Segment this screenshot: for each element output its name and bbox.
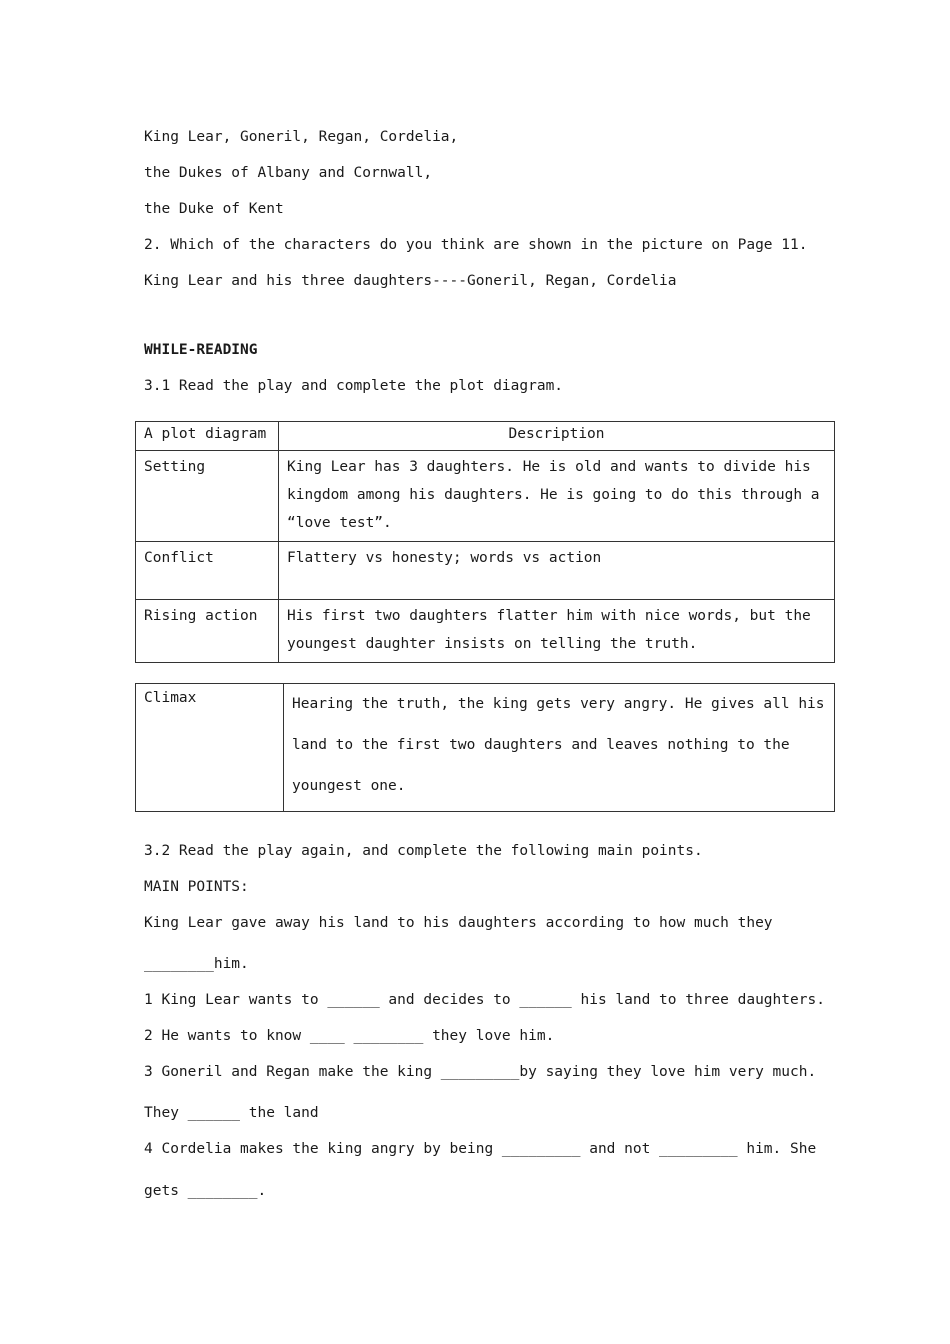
plot-diagram-table: [135, 421, 835, 663]
characters-line-1: King Lear, Goneril, Regan, Cordelia,: [144, 129, 459, 145]
task-3-2: 3.2 Read the play again, and complete the following main points.: [144, 843, 703, 859]
table-row: [136, 600, 835, 663]
table-row: [136, 542, 835, 600]
task-3-1: 3.1 Read the play and complete the plot diagram.: [144, 378, 564, 394]
row-text-climax: Hearing the truth, the king gets very angry. He gives all his land to the first two daughters and leaves nothing to the youngest one.: [284, 684, 835, 812]
header-description: Description: [279, 422, 835, 451]
row-text-rising-action: His first two daughters flatter him with nice words, but the youngest daughter insists on telling the truth.: [279, 600, 835, 663]
climax-table: [135, 683, 835, 812]
point-2: 2 He wants to know ____ ________ they love him.: [144, 1028, 555, 1044]
question-2: 2. Which of the characters do you think are shown in the picture on Page 11.: [144, 237, 808, 253]
characters-line-2: the Dukes of Albany and Cornwall,: [144, 165, 433, 181]
table-row: [136, 451, 835, 542]
point-4: 4 Cordelia makes the king angry by being _________ and not _________ him. She: [144, 1141, 817, 1157]
point-3-cont: They ______ the land: [144, 1105, 319, 1121]
point-4-cont: gets ________.: [144, 1183, 267, 1199]
main-points-heading: MAIN POINTS:: [144, 879, 249, 895]
table-row: [136, 684, 835, 812]
answer-2: King Lear and his three daughters----Goneril, Regan, Cordelia: [144, 273, 677, 289]
main-points-intro: King Lear gave away his land to his daughters according to how much they: [144, 915, 773, 931]
row-label-setting: Setting: [136, 451, 279, 542]
point-1: 1 King Lear wants to ______ and decides to ______ his land to three daughters.: [144, 992, 825, 1008]
row-text-setting: King Lear has 3 daughters. He is old and wants to divide his kingdom among his daughters. He is going to do this through a “love test”.: [279, 451, 835, 542]
row-label-rising-action: Rising action: [136, 600, 279, 663]
row-label-conflict: Conflict: [136, 542, 279, 600]
row-label-climax: Climax: [136, 684, 284, 812]
characters-line-3: the Duke of Kent: [144, 201, 284, 217]
table-header-row: [136, 422, 835, 451]
while-reading-heading: WHILE-READING: [144, 342, 258, 358]
header-plot-diagram: A plot diagram: [136, 422, 279, 451]
main-points-intro-cont: ________him.: [144, 956, 249, 972]
point-3: 3 Goneril and Regan make the king _________by saying they love him very much.: [144, 1064, 817, 1080]
row-text-conflict: Flattery vs honesty; words vs action: [279, 542, 835, 600]
